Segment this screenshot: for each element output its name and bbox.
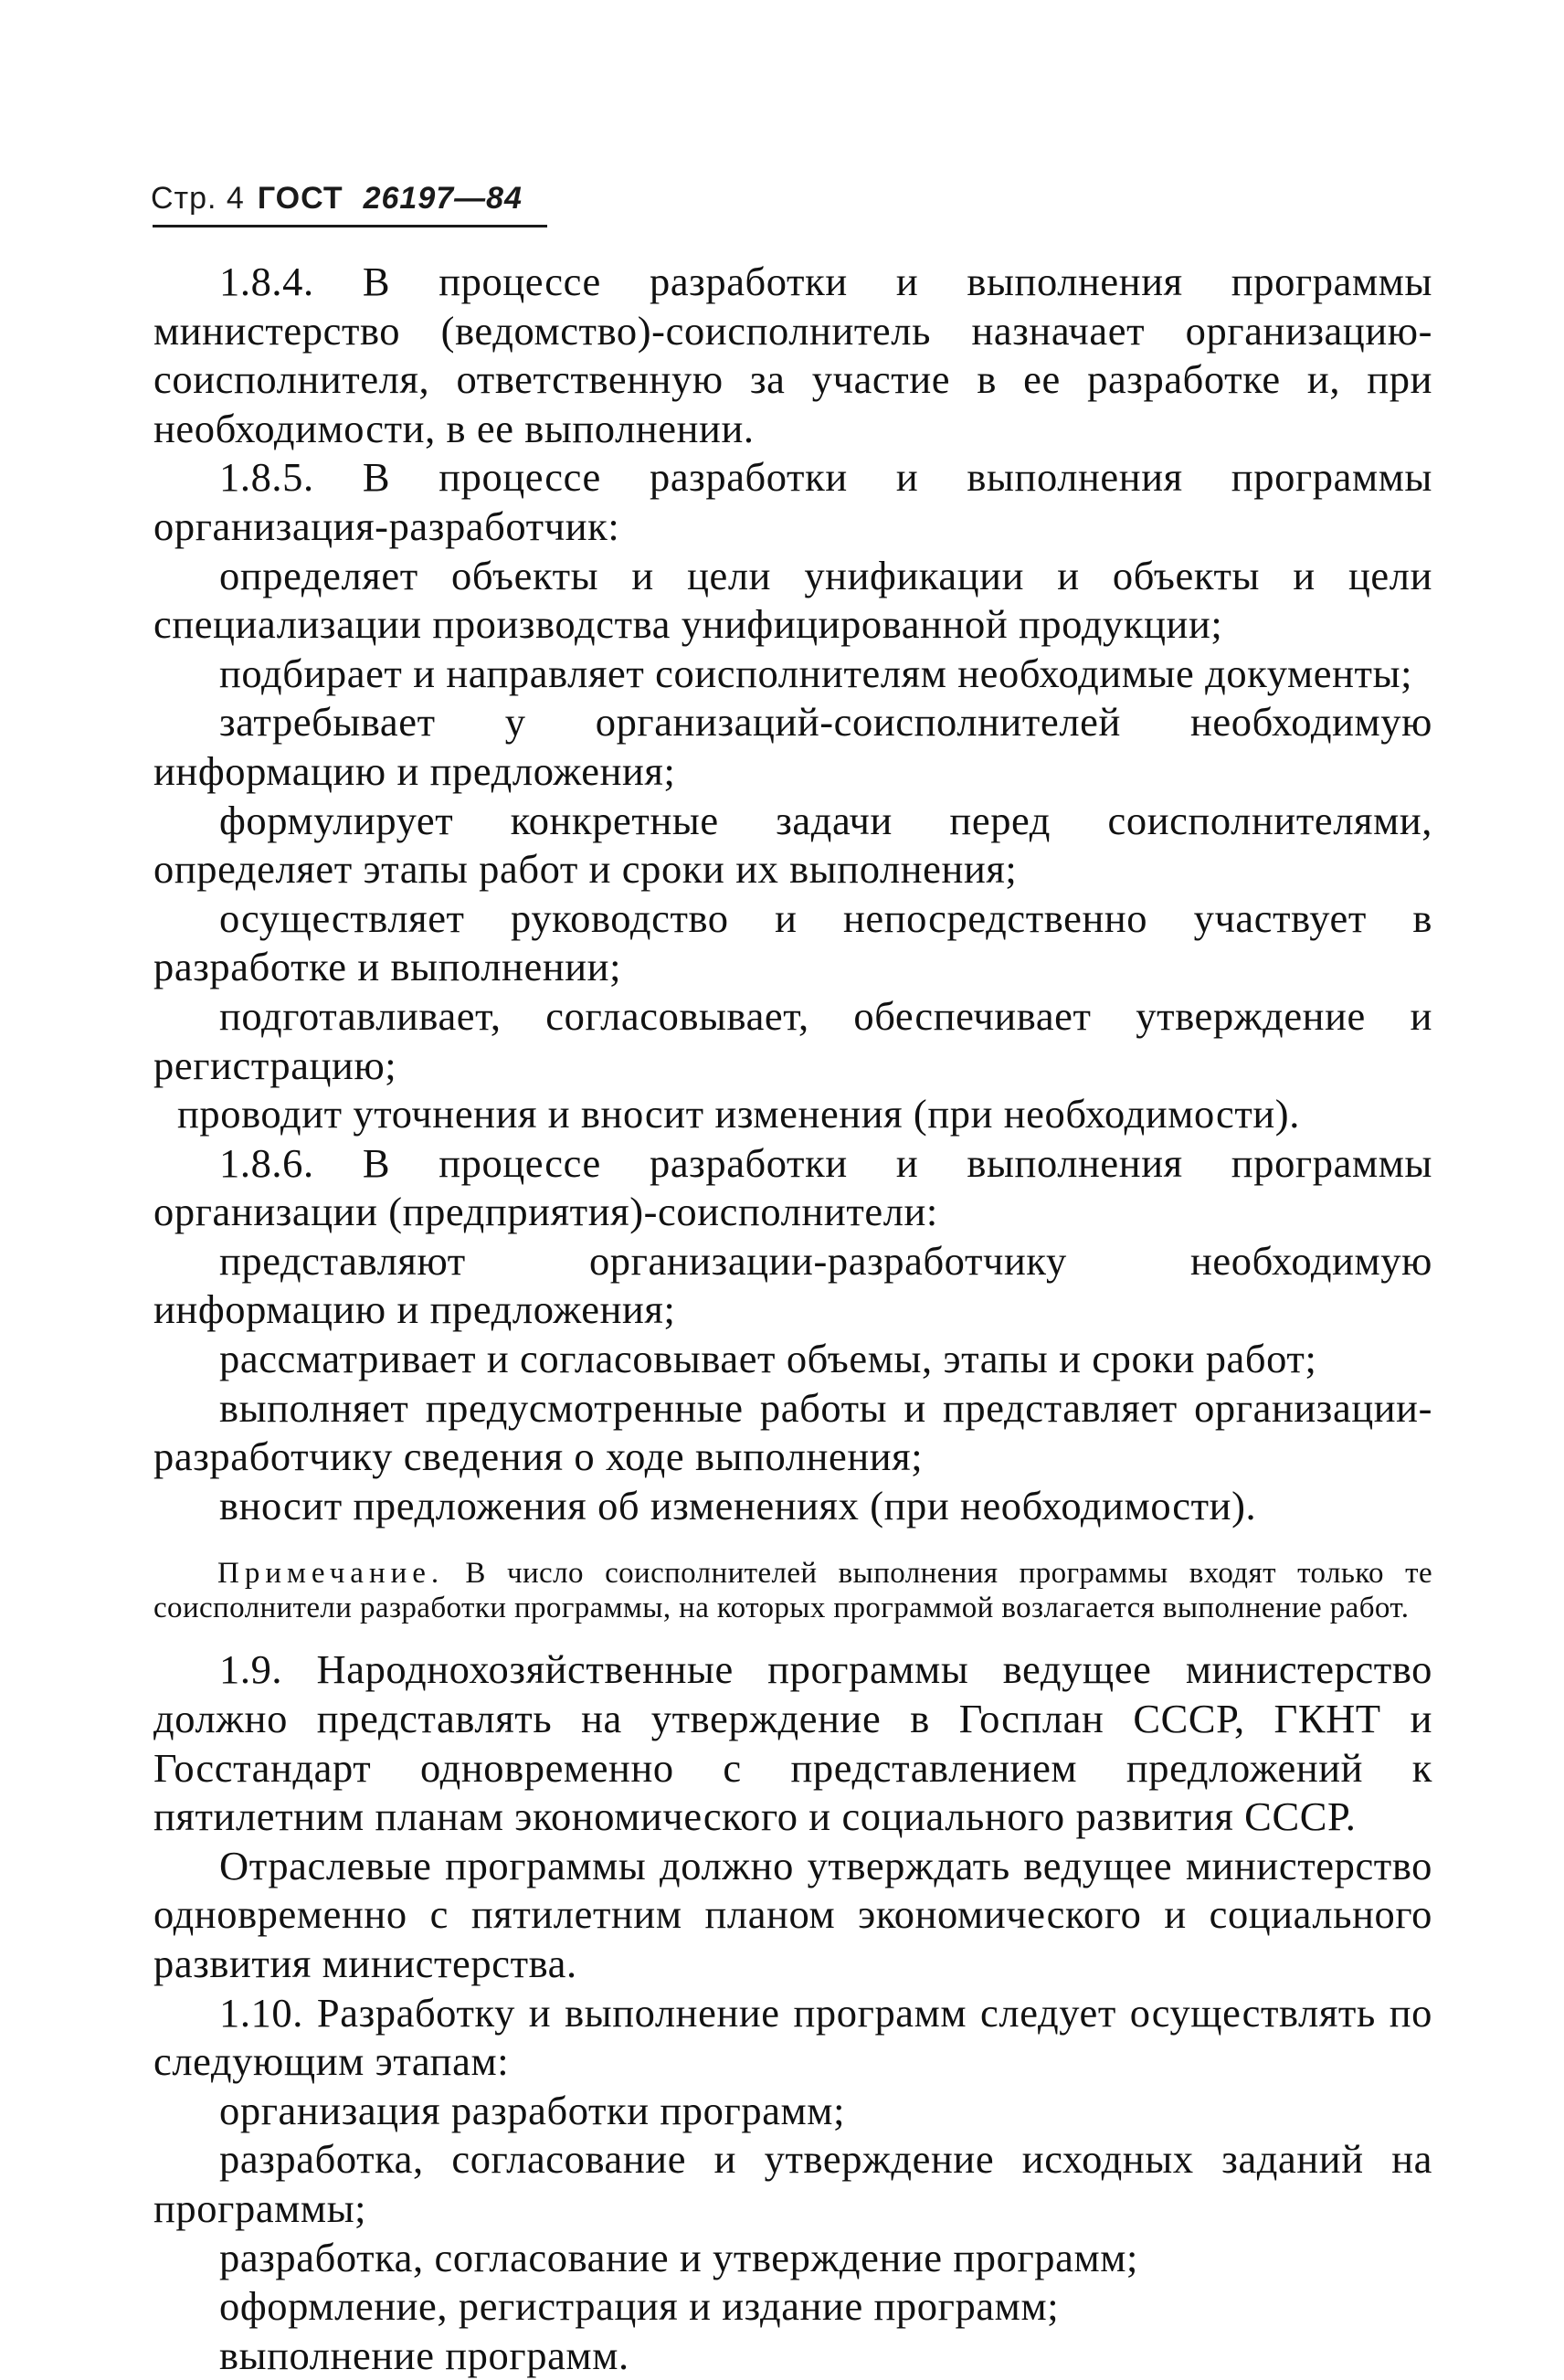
list-item: оформление, регистрация и издание программ; [219, 2283, 1060, 2330]
note-label: Примечание. [217, 1557, 445, 1591]
list-item: проводит уточнения и вносит изменения (при необходимости). [177, 1091, 1300, 1137]
standard-label: ГОСТ [257, 181, 343, 216]
list-item: организация разработки программ; [219, 2087, 846, 2133]
list-item: вносит предложения об изменениях (при необходимости). [219, 1482, 1257, 1528]
list-item: разработка, согласование и утверждение исходных заданий на программы; [153, 2136, 1432, 2231]
list-item: выполнение программ. [219, 2332, 629, 2378]
header-rule [153, 225, 547, 227]
paragraph-1-9: 1.9. Народнохозяйственные программы ведущее министерство должно представлять на утверждение в Госплан СССР, ГКНТ и Госстандарт одновременно с представлением предложений к пятилетним планам экономического и социального развития СССР. [153, 1646, 1432, 1840]
list-item: выполняет предусмотренные работы и представляет организации-разработчику сведения о ходе выполнения; [153, 1384, 1432, 1480]
list-item: подбирает и направляет соисполнителям необходимые документы; [219, 650, 1413, 696]
body-text [153, 258, 1432, 2380]
paragraph-1-8-6: 1.8.6. В процессе разработки и выполнения программы организации (предприятия)-соисполнители: [153, 1139, 1432, 1235]
page-label: Стр. 4 [151, 181, 245, 216]
paragraph-1-8-5: 1.8.5. В процессе разработки и выполнения программы организация-разработчик: [153, 454, 1432, 549]
paragraph-1-10: 1.10. Разработку и выполнение программ следует осуществлять по следующим этапам: [153, 1989, 1432, 2085]
list-item: осуществляет руководство и непосредственно участвует в разработке и выполнении; [153, 894, 1432, 990]
note [153, 1556, 1432, 1625]
list-item: разработка, согласование и утверждение программ; [219, 2234, 1138, 2280]
standard-number: 26197—84 [363, 181, 523, 216]
list-item: подготавливает, согласовывает, обеспечивает утверждение и регистрацию; [153, 992, 1432, 1088]
list-item: рассматривает и согласовывает объемы, этапы и сроки работ; [219, 1336, 1317, 1382]
list-item: затребывает у организаций-соисполнителей необходимую информацию и предложения; [153, 699, 1432, 794]
paragraph-1-9-b: Отраслевые программы должно утверждать ведущее министерство одновременно с пятилетним планом экономического и социального развития министерства. [153, 1842, 1432, 1986]
paragraph-1-8-4: 1.8.4. В процессе разработки и выполнения программы министерство (ведомство)-соисполнитель назначает организацию-соисполнителя, ответственную за участие в ее разработке и, при необходимости, в ее выполнении. [153, 259, 1432, 451]
list-item: определяет объекты и цели унификации и объекты и цели специализации производства унифицированной продукции; [153, 552, 1432, 648]
note-text: В число соисполнителей выполнения программы входят только те соисполнители разработки программы, на которых программой возлагается выполнение работ. [153, 1557, 1432, 1625]
page-header [151, 181, 523, 217]
list-item: формулирует конкретные задачи перед соисполнителями, определяет этапы работ и сроки их выполнения; [153, 797, 1432, 893]
list-item: представляют организации-разработчику необходимую информацию и предложения; [153, 1237, 1432, 1333]
